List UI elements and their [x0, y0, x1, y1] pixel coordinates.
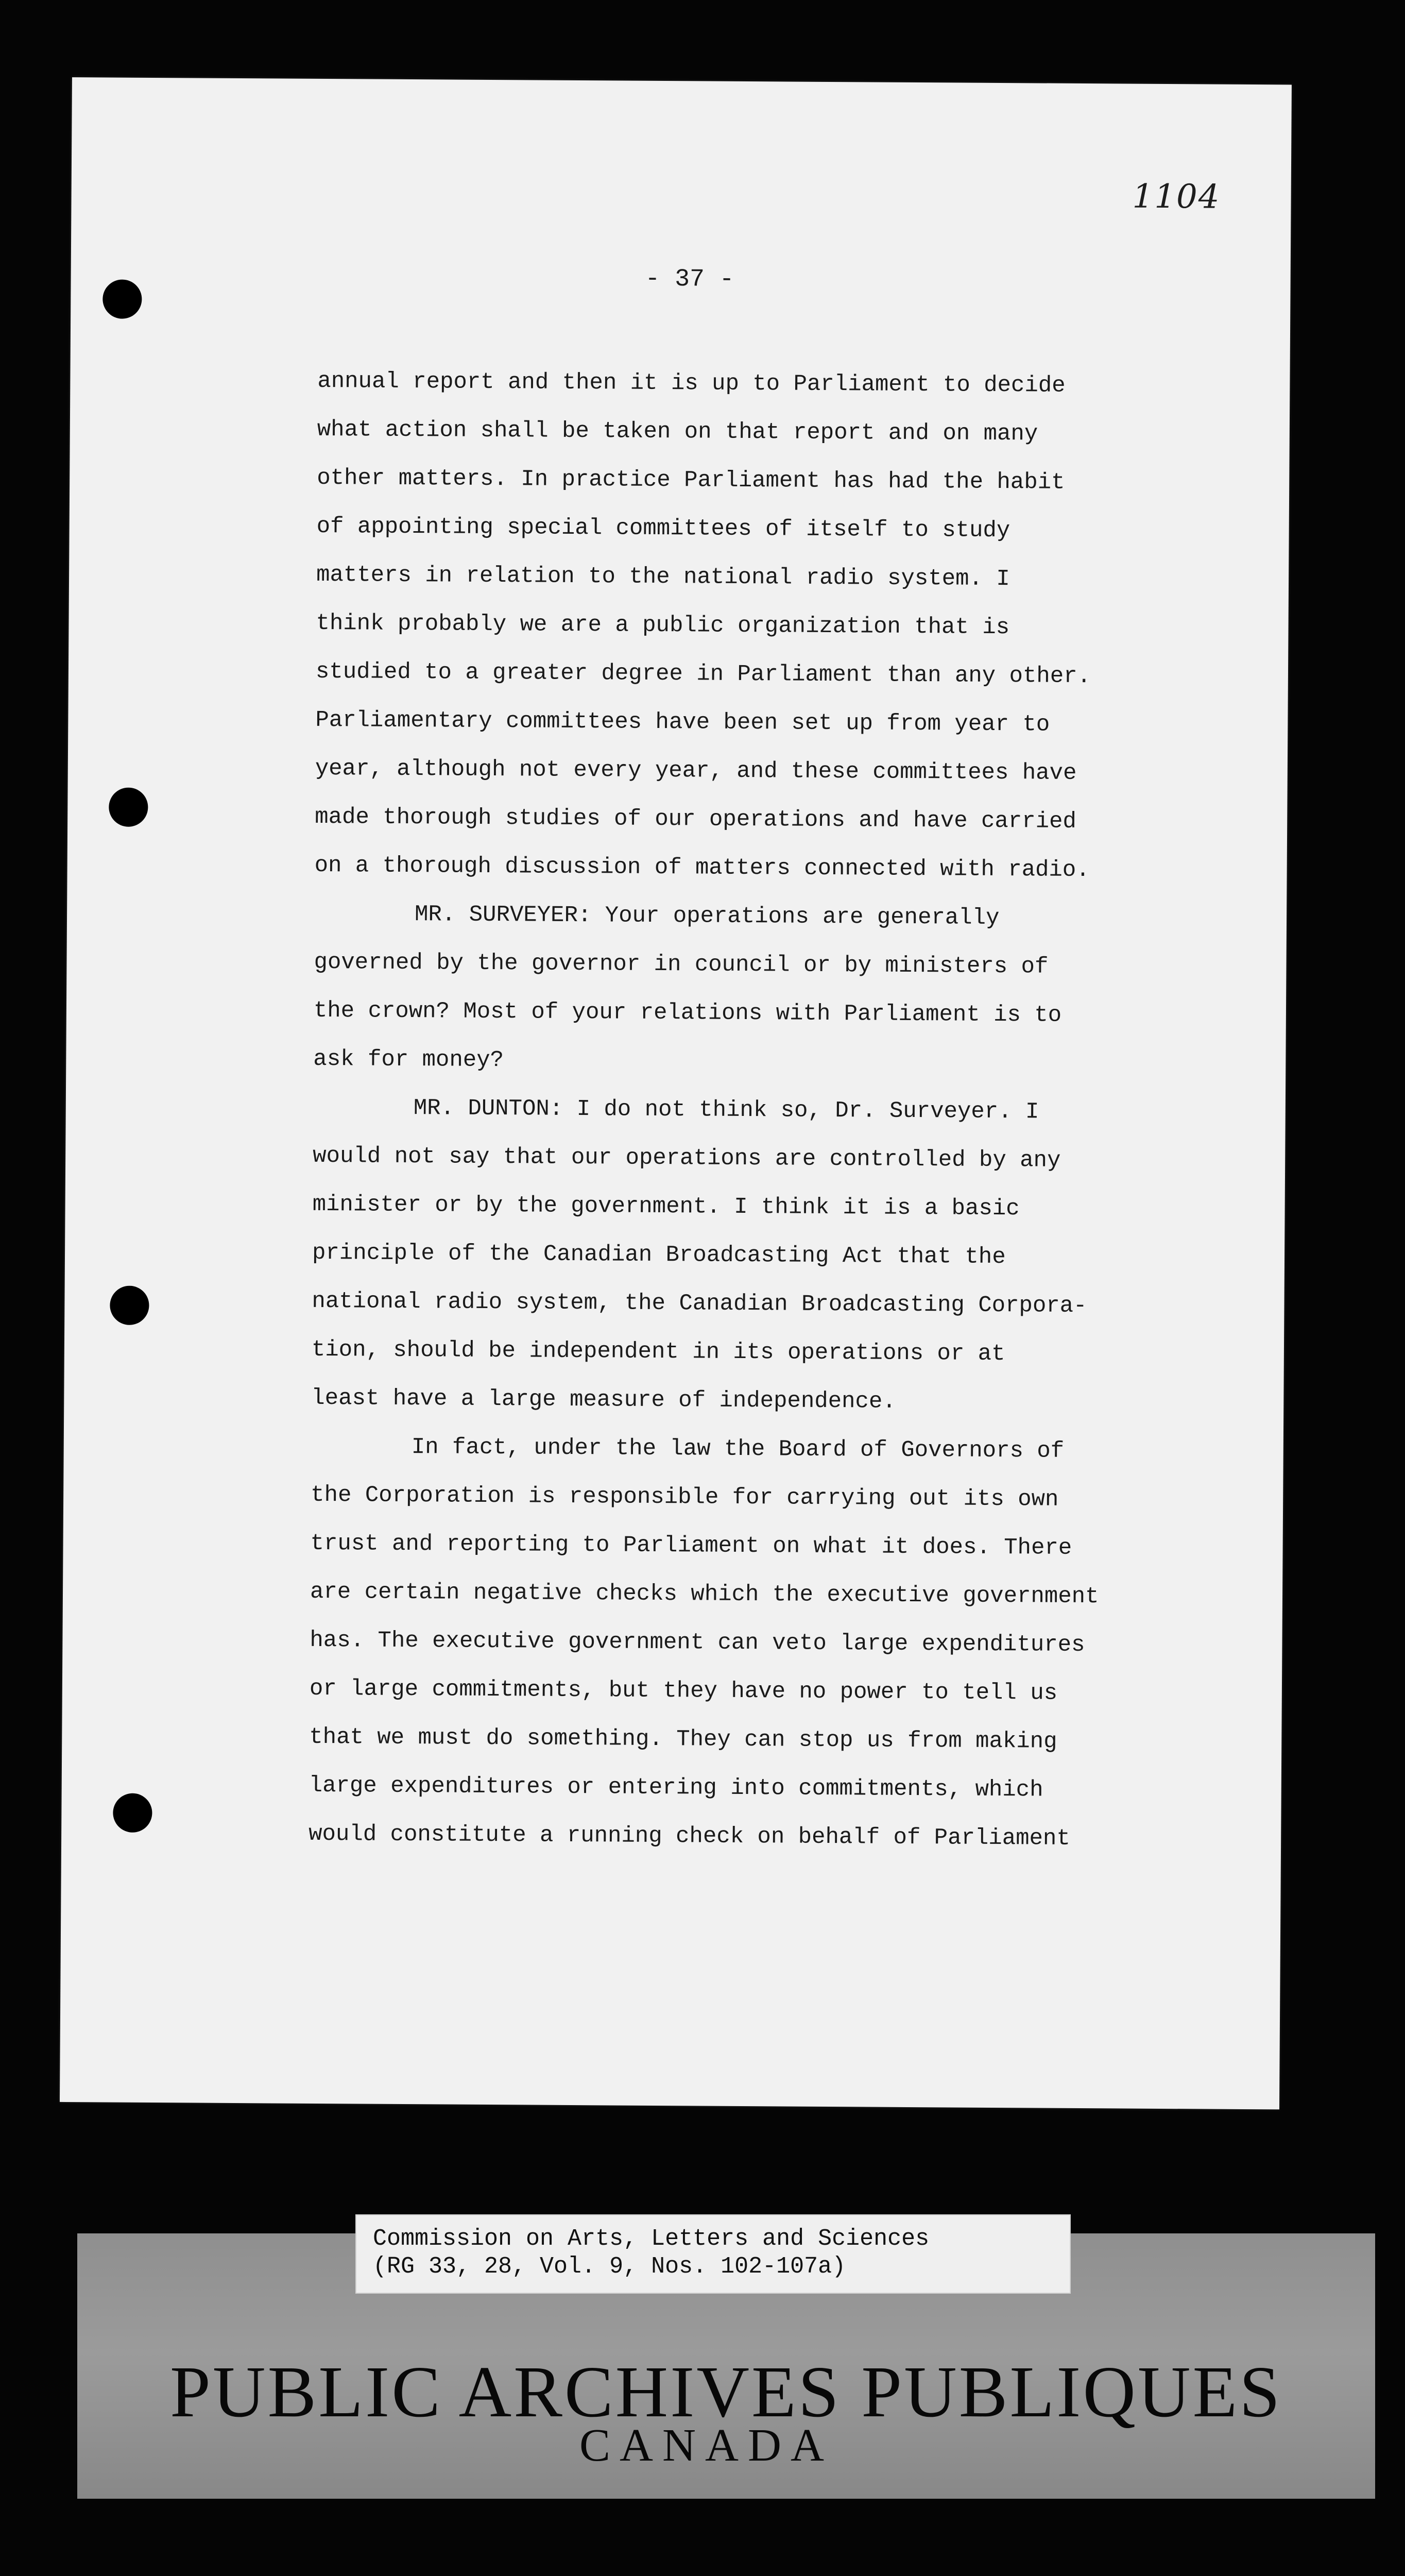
text-line: think probably we are a public organization that is — [316, 610, 1010, 641]
text-line: the crown? Most of your relations with Parliament is to — [313, 997, 1062, 1028]
document-page — [60, 77, 1292, 2109]
speaker-line: MR. SURVEYER: Your operations are generally — [414, 902, 1000, 931]
text-line: annual report and then it is up to Parliament to decide — [317, 368, 1066, 399]
text-line: studied to a greater degree in Parliament than any other. — [315, 658, 1091, 690]
text-line: on a thorough discussion of matters connected with radio. — [314, 852, 1090, 884]
punch-hole — [109, 787, 148, 826]
punch-hole — [102, 279, 142, 318]
punch-hole — [113, 1793, 152, 1833]
archives-country: CANADA — [579, 2420, 834, 2471]
archive-label-line: Commission on Arts, Letters and Sciences — [373, 2226, 930, 2252]
text-line: year, although not every year, and these committees have — [315, 755, 1077, 786]
text-line: made thorough studies of our operations and have carried — [315, 804, 1077, 835]
text-line: Parliamentary committees have been set up from year to — [315, 707, 1050, 738]
archives-title: PUBLIC ARCHIVES PUBLIQUES — [170, 2351, 1282, 2432]
text-line: or large commitments, but they have no power to tell us — [309, 1675, 1058, 1706]
text-line: matters in relation to the national radio system. I — [316, 562, 1010, 592]
punch-hole — [110, 1285, 149, 1325]
text-line: governed by the governor in council or by ministers of — [314, 949, 1049, 980]
text-line: national radio system, the Canadian Broadcasting Corpora- — [312, 1288, 1087, 1319]
speaker-line: MR. DUNTON: I do not think so, Dr. Surveyer. I — [413, 1095, 1039, 1125]
text-line: the Corporation is responsible for carrying out its own — [311, 1482, 1059, 1513]
text-line: tion, should be independent in its operations or at — [311, 1336, 1005, 1367]
text-line: are certain negative checks which the executive government — [310, 1579, 1099, 1610]
text-line: would not say that our operations are controlled by any — [313, 1143, 1061, 1174]
text-line: ask for money? — [313, 1046, 504, 1074]
archive-reference-label — [355, 2214, 1071, 2294]
handwritten-page-number: 1104 — [1132, 177, 1221, 216]
text-line: large expenditures or entering into commitments, which — [309, 1772, 1043, 1803]
paragraph-start-line: In fact, under the law the Board of Governors of — [411, 1434, 1065, 1464]
text-line: trust and reporting to Parliament on what it does. There — [310, 1530, 1072, 1561]
text-line: would constitute a running check on behalf of Parliament — [309, 1821, 1070, 1852]
archive-label-line: (RG 33, 28, Vol. 9, Nos. 102-107a) — [373, 2253, 846, 2280]
text-line: minister or by the government. I think it is a basic — [312, 1191, 1020, 1222]
text-line: of appointing special committees of itself to study — [316, 513, 1010, 544]
text-line: has. The executive government can veto large expenditures — [310, 1627, 1085, 1658]
text-line: principle of the Canadian Broadcasting Act that the — [312, 1240, 1006, 1270]
text-line: least have a large measure of independence. — [311, 1385, 896, 1415]
text-line: what action shall be taken on that report and on many — [317, 416, 1038, 447]
typed-body-text — [309, 357, 1219, 1864]
page-number: - 37 - — [645, 265, 734, 294]
text-line: that we must do something. They can stop us from making — [309, 1724, 1057, 1755]
text-line: other matters. In practice Parliament has had the habit — [317, 465, 1065, 496]
